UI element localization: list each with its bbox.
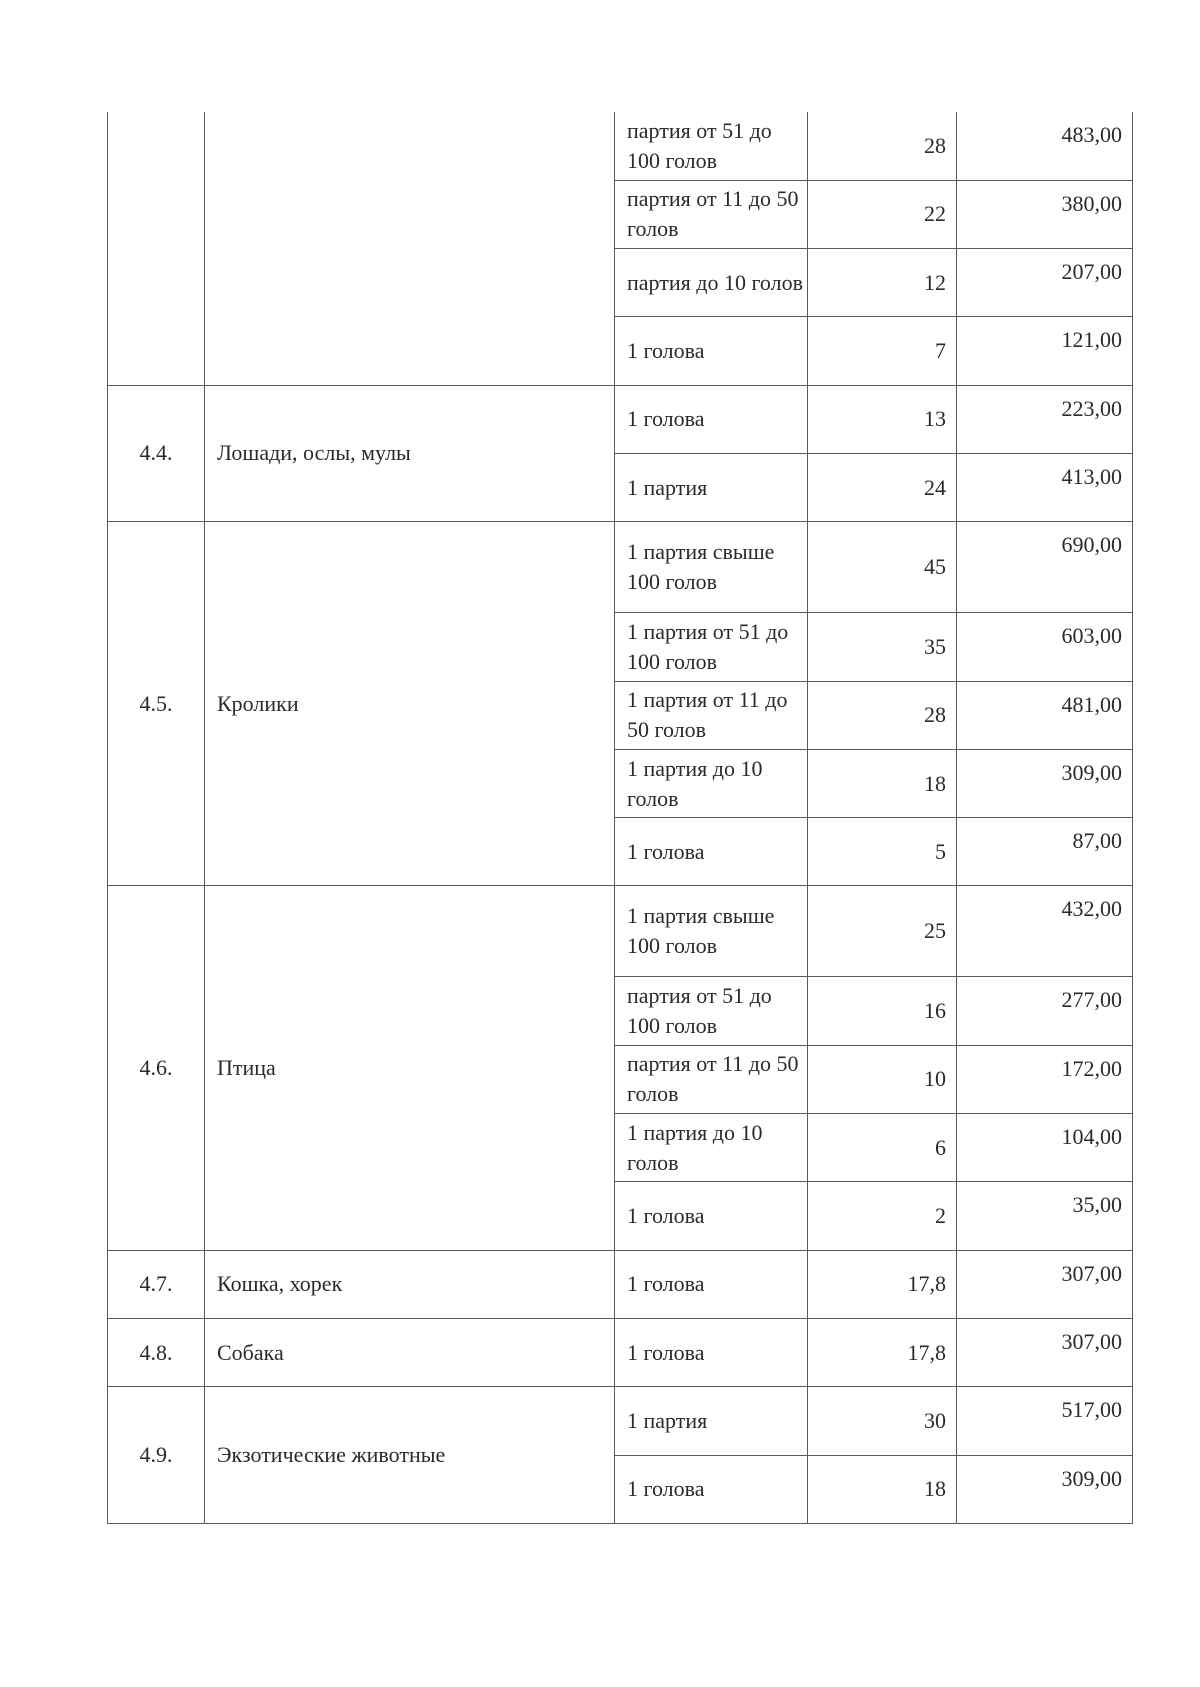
unit-cell: 1 партия свыше 100 голов bbox=[615, 522, 808, 613]
item-number-cell: 4.6. bbox=[108, 886, 205, 1250]
unit-cell: партия от 11 до 50 голов bbox=[615, 1045, 808, 1113]
item-name-cell bbox=[205, 112, 615, 385]
item-name-cell: Лошади, ослы, мулы bbox=[205, 385, 615, 522]
price-cell: 172,00 bbox=[957, 1045, 1133, 1113]
norm-cell: 30 bbox=[808, 1387, 957, 1455]
table-row bbox=[108, 522, 1133, 613]
price-cell: 121,00 bbox=[957, 317, 1133, 385]
norm-cell: 28 bbox=[808, 681, 957, 749]
price-cell: 413,00 bbox=[957, 453, 1133, 521]
unit-cell: 1 партия от 51 до 100 голов bbox=[615, 613, 808, 681]
unit-cell: 1 партия до 10 голов bbox=[615, 749, 808, 817]
norm-cell: 28 bbox=[808, 112, 957, 180]
item-number-cell: 4.4. bbox=[108, 385, 205, 522]
norm-cell: 17,8 bbox=[808, 1250, 957, 1318]
price-cell: 309,00 bbox=[957, 1455, 1133, 1523]
unit-cell: 1 партия bbox=[615, 453, 808, 521]
unit-cell: 1 партия от 11 до 50 голов bbox=[615, 681, 808, 749]
norm-cell: 35 bbox=[808, 613, 957, 681]
unit-cell: 1 голова bbox=[615, 1250, 808, 1318]
unit-cell: партия до 10 голов bbox=[615, 249, 808, 317]
norm-cell: 18 bbox=[808, 1455, 957, 1523]
price-cell: 277,00 bbox=[957, 977, 1133, 1045]
norm-cell: 2 bbox=[808, 1182, 957, 1250]
unit-cell: 1 голова bbox=[615, 385, 808, 453]
table-row bbox=[108, 385, 1133, 453]
norm-cell: 13 bbox=[808, 385, 957, 453]
price-cell: 483,00 bbox=[957, 112, 1133, 180]
unit-cell: 1 партия свыше 100 голов bbox=[615, 886, 808, 977]
unit-cell: партия от 51 до 100 голов bbox=[615, 977, 808, 1045]
norm-cell: 5 bbox=[808, 818, 957, 886]
unit-cell: 1 голова bbox=[615, 1318, 808, 1386]
norm-cell: 18 bbox=[808, 749, 957, 817]
table-row bbox=[108, 1250, 1133, 1318]
price-cell: 207,00 bbox=[957, 249, 1133, 317]
table-row bbox=[108, 1387, 1133, 1455]
price-cell: 432,00 bbox=[957, 886, 1133, 977]
price-cell: 104,00 bbox=[957, 1114, 1133, 1182]
table-row bbox=[108, 886, 1133, 977]
unit-cell: партия от 51 до 100 голов bbox=[615, 112, 808, 180]
norm-cell: 6 bbox=[808, 1114, 957, 1182]
price-cell: 690,00 bbox=[957, 522, 1133, 613]
item-number-cell: 4.5. bbox=[108, 522, 205, 886]
price-cell: 517,00 bbox=[957, 1387, 1133, 1455]
table-row bbox=[108, 112, 1133, 180]
price-cell: 481,00 bbox=[957, 681, 1133, 749]
unit-cell: 1 партия до 10 голов bbox=[615, 1114, 808, 1182]
item-name-cell: Экзотические животные bbox=[205, 1387, 615, 1524]
norm-cell: 45 bbox=[808, 522, 957, 613]
norm-cell: 24 bbox=[808, 453, 957, 521]
fee-table bbox=[107, 112, 1133, 1524]
item-name-cell: Кошка, хорек bbox=[205, 1250, 615, 1318]
unit-cell: 1 голова bbox=[615, 1182, 808, 1250]
price-cell: 380,00 bbox=[957, 180, 1133, 248]
unit-cell: 1 голова bbox=[615, 818, 808, 886]
price-cell: 603,00 bbox=[957, 613, 1133, 681]
price-cell: 307,00 bbox=[957, 1250, 1133, 1318]
norm-cell: 7 bbox=[808, 317, 957, 385]
price-cell: 223,00 bbox=[957, 385, 1133, 453]
price-cell: 309,00 bbox=[957, 749, 1133, 817]
price-cell: 307,00 bbox=[957, 1318, 1133, 1386]
norm-cell: 17,8 bbox=[808, 1318, 957, 1386]
table-row bbox=[108, 1318, 1133, 1386]
item-number-cell bbox=[108, 112, 205, 385]
item-name-cell: Кролики bbox=[205, 522, 615, 886]
norm-cell: 16 bbox=[808, 977, 957, 1045]
price-cell: 87,00 bbox=[957, 818, 1133, 886]
item-number-cell: 4.9. bbox=[108, 1387, 205, 1524]
norm-cell: 25 bbox=[808, 886, 957, 977]
item-number-cell: 4.8. bbox=[108, 1318, 205, 1386]
price-cell: 35,00 bbox=[957, 1182, 1133, 1250]
item-name-cell: Птица bbox=[205, 886, 615, 1250]
unit-cell: 1 голова bbox=[615, 1455, 808, 1523]
norm-cell: 10 bbox=[808, 1045, 957, 1113]
item-name-cell: Собака bbox=[205, 1318, 615, 1386]
unit-cell: 1 партия bbox=[615, 1387, 808, 1455]
item-number-cell: 4.7. bbox=[108, 1250, 205, 1318]
unit-cell: партия от 11 до 50 голов bbox=[615, 180, 808, 248]
norm-cell: 22 bbox=[808, 180, 957, 248]
norm-cell: 12 bbox=[808, 249, 957, 317]
unit-cell: 1 голова bbox=[615, 317, 808, 385]
